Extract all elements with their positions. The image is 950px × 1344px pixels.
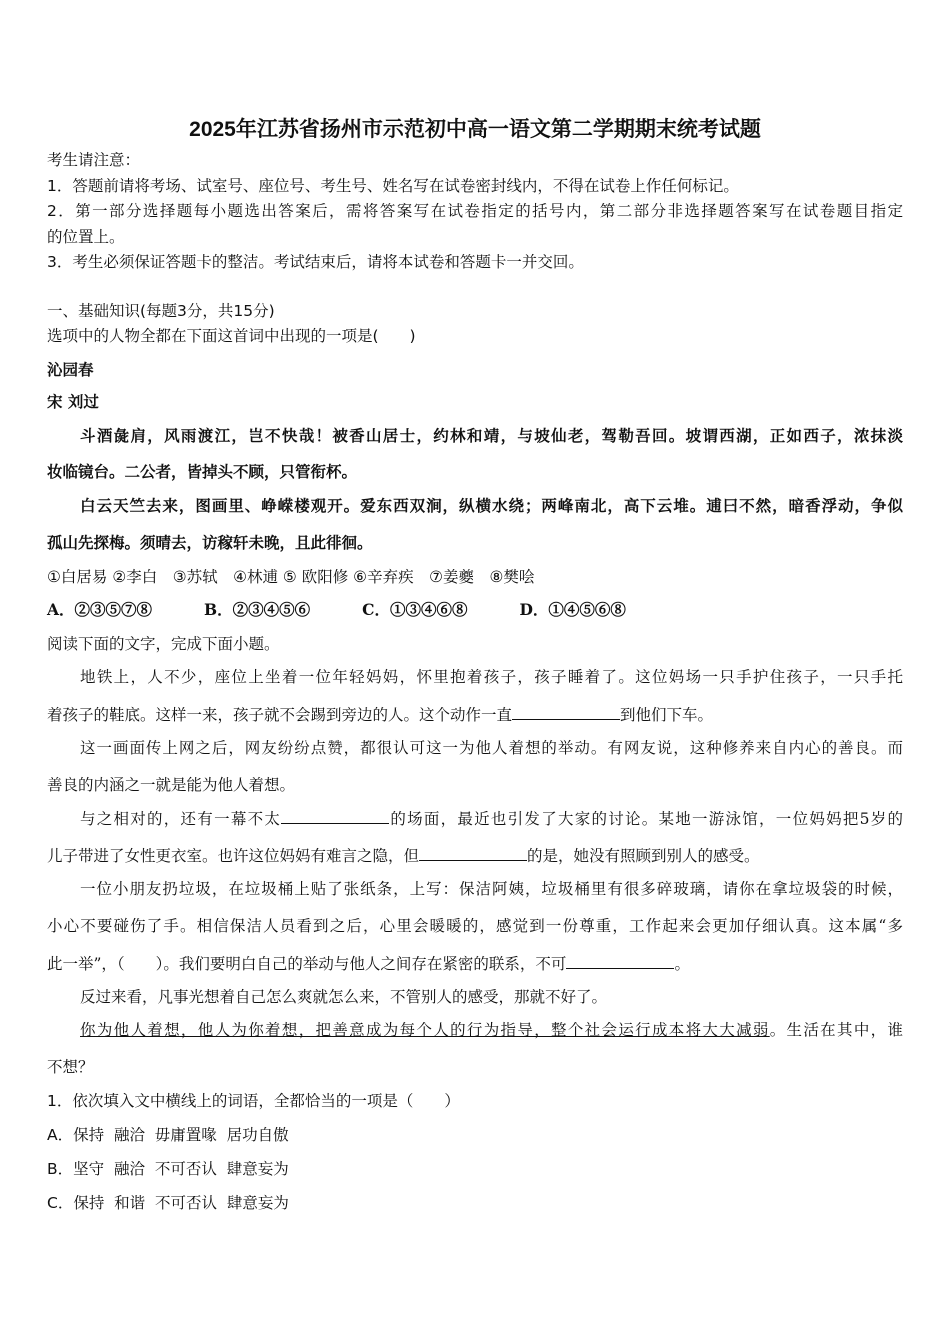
passage-line	[80, 808, 903, 828]
poem-line: 白云天竺去来，图画里、峥嵘楼观开。爱东西双涧，纵横水绕；两峰南北，高下云堆。逋曰不然，暗香浮动，争似	[80, 496, 903, 515]
passage-line: 反过来看，凡事光想着自己怎么爽就怎么来，不管别人的感受，那就不好了。	[80, 988, 608, 1006]
poem-title: 沁园春	[47, 360, 94, 379]
poem-line: 斗酒彘肩，风雨渡江，岂不快哉！被香山居士，约林和靖，与坡仙老，驾勒吾回。坡谓西湖，正如西子，浓抹淡	[80, 426, 903, 445]
option-b[interactable]: B．②③④⑤⑥	[204, 600, 311, 619]
passage-line	[47, 953, 690, 974]
poem-line: 孤山先探梅。须晴去，访稼轩未晚，且此徘徊。	[47, 533, 373, 552]
option-c[interactable]: C．①③④⑥⑧	[362, 600, 468, 619]
question-stem: 选项中的人物全都在下面这首词中出现的一项是( )	[47, 327, 416, 345]
passage-line: 一位小朋友扔垃圾，在垃圾桶上贴了张纸条，上写：保洁阿姨，垃圾桶里有很多碎玻璃，请你在拿垃圾袋的时候，	[80, 880, 903, 898]
question-1: 1．依次填入文中横线上的词语，全都恰当的一项是（ ）	[47, 1092, 460, 1110]
fill-blank	[419, 845, 527, 861]
fill-blank	[512, 704, 620, 720]
notice-item: 1．答题前请将考场、试室号、座位号、考生号、姓名写在试卷密封线内，不得在试卷上作任何标记。	[47, 177, 739, 195]
poem-author: 宋 刘过	[47, 392, 99, 411]
fill-blank	[281, 808, 389, 824]
text: 着孩子的鞋底。这样一来，孩子就不会踢到旁边的人。这个动作一直	[47, 706, 513, 724]
name-list: ①白居易 ②李白 ③苏轼 ④林逋 ⑤ 欧阳修 ⑥辛弃疾 ⑦姜夔 ⑧樊哙	[47, 568, 535, 586]
notice-heading: 考生请注意：	[47, 151, 141, 169]
q1-option-c[interactable]: C．保持 和谐 不可否认 肆意妄为	[47, 1194, 289, 1212]
q1-option-b[interactable]: B．坚守 融洽 不可否认 肆意妄为	[47, 1160, 289, 1178]
notice-item: 的位置上。	[47, 228, 125, 246]
option-d[interactable]: D．①④⑤⑥⑧	[519, 600, 626, 619]
passage-line: 不想？	[47, 1058, 94, 1076]
passage-line	[80, 1020, 903, 1040]
text: 。	[674, 955, 690, 973]
text: 儿子带进了女性更衣室。也许这位妈妈有难言之隐，但	[47, 847, 420, 865]
passage-line: 善良的内涵之一就是能为他人着想。	[47, 776, 296, 794]
notice-item: 3．考生必须保证答题卡的整洁。考试结束后，请将本试卷和答题卡一并交回。	[47, 253, 584, 271]
passage-line: 地铁上，人不少，座位上坐着一位年轻妈妈，怀里抱着孩子，孩子睡着了。这位妈场一只手护住孩子，一只手托	[80, 668, 903, 686]
text: 的场面，最近也引发了大家的讨论。某地一游泳馆，一位妈妈把5岁的	[389, 810, 903, 828]
fill-blank	[566, 953, 674, 969]
poem-line: 妆临镜台。二公者，皆掉头不顾，只管衔杯。	[47, 462, 358, 481]
notice-item: 2．第一部分选择题每小题选出答案后，需将答案写在试卷指定的括号内，第二部分非选择题答案写在试卷题目指定	[47, 202, 903, 220]
q1-option-a[interactable]: A．保持 融洽 毋庸置喙 居功自傲	[47, 1126, 289, 1144]
text: 的是，她没有照顾到别人的感受。	[527, 847, 760, 865]
answer-options	[47, 600, 678, 620]
passage-line: 小心不要碰伤了手。相信保洁人员看到之后，心里会暖暖的，感觉到一份尊重，工作起来会更加仔细认真。这本属“多	[47, 917, 903, 935]
reading-intro: 阅读下面的文字，完成下面小题。	[47, 635, 280, 653]
option-a[interactable]: A．②③⑤⑦⑧	[47, 600, 153, 619]
passage-line: 这一画面传上网之后，网友纷纷点赞，都很认可这一为他人着想的举动。有网友说，这种修养来自内心的善良。而	[80, 739, 903, 757]
text: 与之相对的，还有一幕不太	[80, 810, 282, 828]
page-title: 2025年江苏省扬州市示范初中高一语文第二学期期末统考试题	[189, 118, 761, 141]
underlined-sentence: 你为他人着想，他人为你着想，把善意成为每个人的行为指导，整个社会运行成本将大大减弱	[80, 1021, 770, 1039]
text: 。生活在其中，谁	[769, 1021, 903, 1039]
section-heading: 一、基础知识(每题3分，共15分)	[47, 302, 275, 320]
passage-line	[47, 845, 760, 866]
text: 此一举”，（ ）。我们要明白自己的举动与他人之间存在紧密的联系，不可	[47, 955, 567, 973]
passage-line	[47, 704, 713, 725]
text: 到他们下车。	[620, 706, 714, 724]
